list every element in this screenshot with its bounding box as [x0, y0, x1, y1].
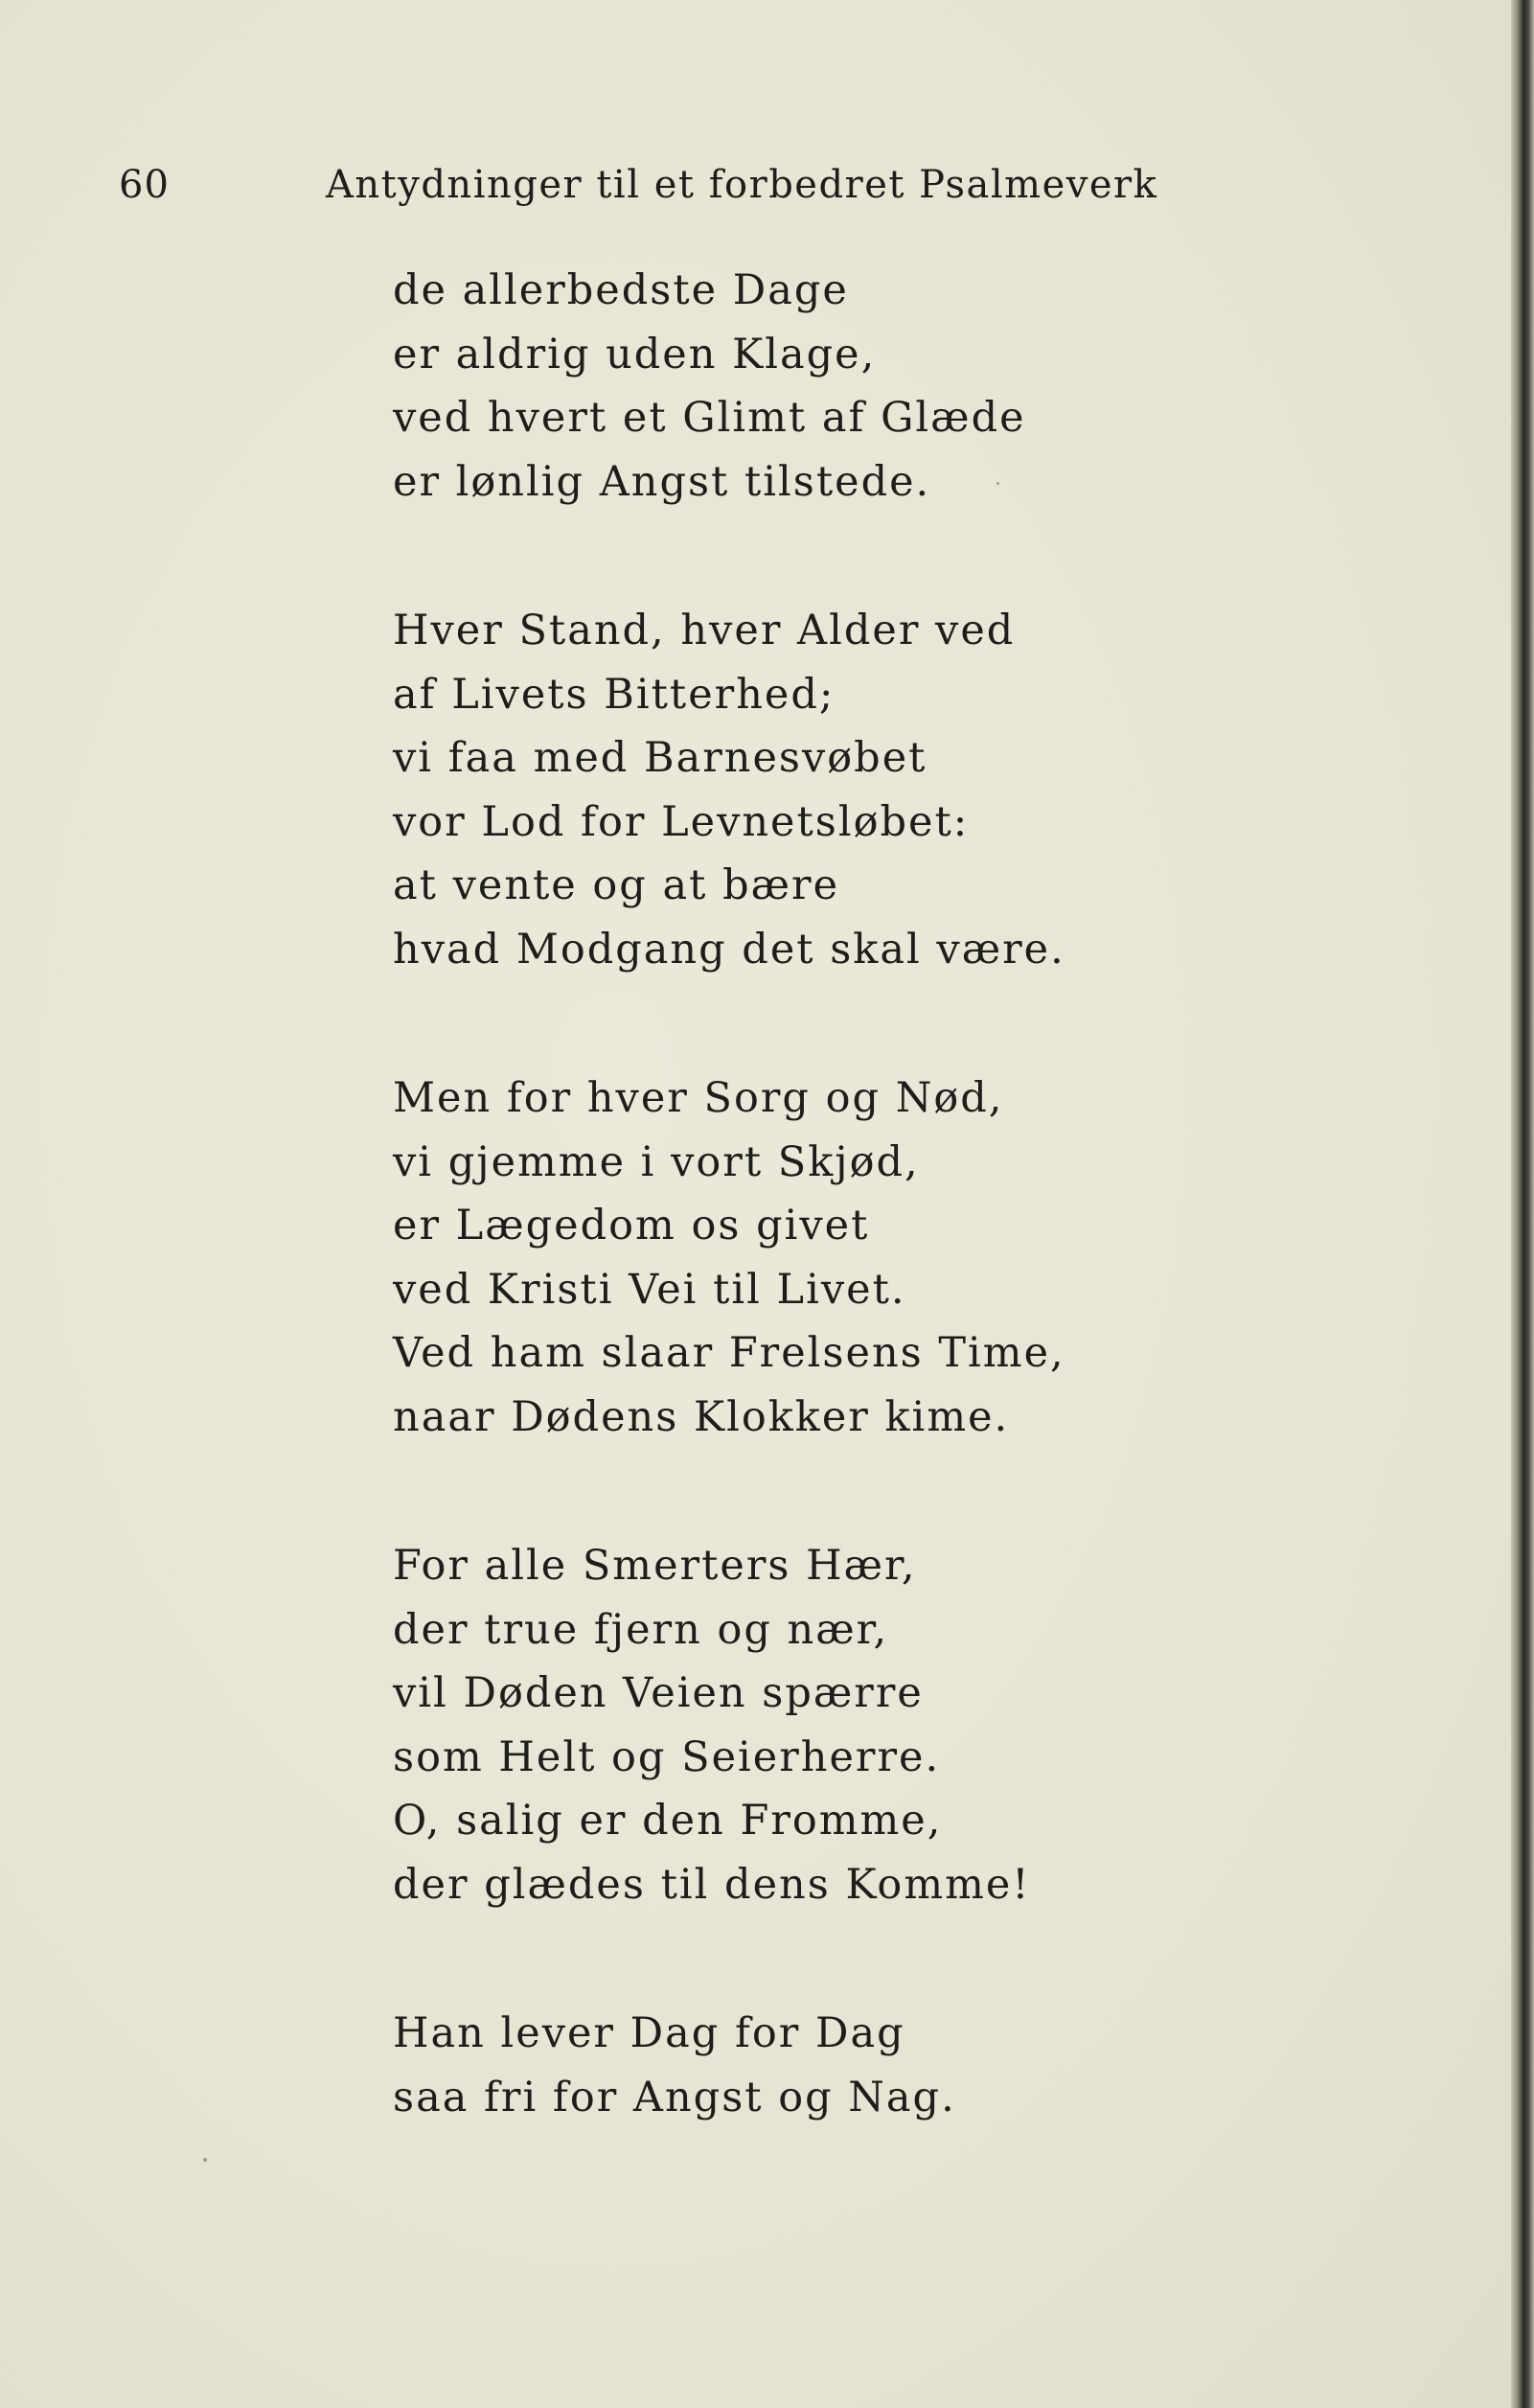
poem-line: hvad Modgang det skal være.	[393, 925, 1065, 974]
poem-line: er lønlig Angst tilstede.	[393, 457, 931, 506]
running-title: Antydninger til et forbedret Psalmeverk	[326, 163, 1158, 207]
poem-line: vi faa med Barnesvøbet	[393, 734, 927, 782]
poem-line: at vente og at bære	[393, 861, 840, 909]
page-edge-shadow	[1511, 0, 1534, 2408]
paper-speck	[996, 482, 999, 485]
page-number: 60	[119, 163, 170, 207]
poem-line: som Helt og Seierherre.	[393, 1732, 941, 1781]
poem-line: saa fri for Angst og Nag.	[393, 2073, 956, 2121]
poem-line: er Lægedom os givet	[393, 1202, 870, 1250]
poem-line: naar Dødens Klokker kime.	[393, 1392, 1010, 1441]
poem-line: der true fjern og nær,	[393, 1605, 889, 1654]
poem-line: vi gjemme i vort Skjød,	[393, 1137, 920, 1186]
stanza-4	[393, 1534, 1255, 1916]
poem-line: der glædes til dens Komme!	[393, 1860, 1031, 1909]
stanza-1	[393, 259, 1255, 514]
poem-line: O, salig er den Fromme,	[393, 1797, 943, 1845]
poem	[393, 259, 1255, 2214]
poem-line: af Livets Bitterhed;	[393, 670, 836, 719]
stanza-2	[393, 599, 1255, 981]
paper-speck	[203, 2158, 207, 2162]
poem-line: ved hvert et Glimt af Glæde	[393, 394, 1026, 442]
poem-line: vor Lod for Levnetsløbet:	[393, 797, 970, 846]
page-header	[0, 163, 1534, 211]
poem-line: de allerbedste Dage	[393, 266, 849, 314]
poem-line: Hver Stand, hver Alder ved	[393, 607, 1016, 654]
stanza-3	[393, 1066, 1255, 1449]
poem-line: Ved ham slaar Frelsens Time,	[393, 1329, 1065, 1377]
poem-line: vil Døden Veien spærre	[393, 1669, 924, 1717]
poem-line: ved Kristi Vei til Livet.	[393, 1265, 906, 1314]
poem-line: Han lever Dag for Dag	[393, 2009, 905, 2057]
poem-line: er aldrig uden Klage,	[393, 330, 877, 378]
poem-line: For alle Smerters Hær,	[393, 1542, 917, 1590]
stanza-5	[393, 2002, 1255, 2129]
poem-line: Men for hver Sorg og Nød,	[393, 1074, 1004, 1122]
